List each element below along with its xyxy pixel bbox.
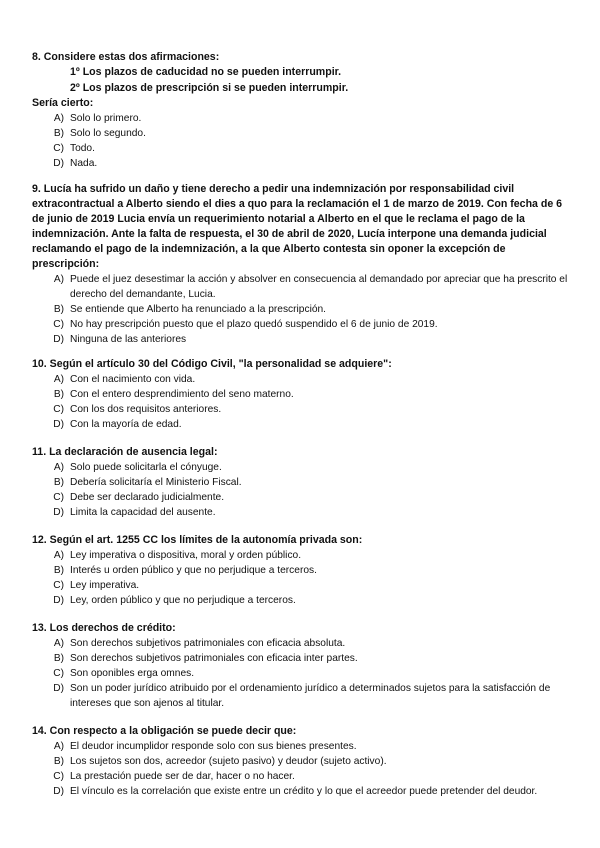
option-a (32, 739, 572, 754)
question-stem: 8. Considere estas dos afirmaciones: (32, 51, 220, 63)
option-letter: B) (53, 304, 64, 316)
option-letter: A) (53, 274, 64, 285)
option-text: Con la mayoría de edad. (70, 419, 182, 431)
statement-1: 1º Los plazos de caducidad no se pueden interrumpir. (70, 66, 342, 78)
option-letter: A) (53, 374, 64, 385)
option-text: El deudor incumplidor responde solo con sus bienes presentes. (70, 741, 357, 752)
option-d (32, 593, 572, 608)
option-letter: B) (53, 389, 64, 401)
option-letter: C) (53, 492, 64, 504)
option-letter: C) (53, 668, 64, 680)
question-14 (32, 724, 572, 799)
option-d (32, 681, 572, 711)
option-letter: A) (53, 741, 64, 752)
option-letter: C) (53, 319, 64, 331)
question-stem: 13. Los derechos de crédito: (32, 622, 176, 634)
option-letter: D) (53, 158, 64, 170)
question-stem: 14. Con respecto a la obligación se puede decir que: (32, 725, 297, 737)
option-d (32, 505, 572, 520)
option-letter: D) (53, 419, 64, 431)
option-text: Con el nacimiento con vida. (70, 374, 196, 385)
option-d (32, 784, 572, 799)
option-b (32, 387, 572, 402)
question-8 (32, 50, 572, 171)
option-letter: D) (53, 595, 64, 607)
option-b (32, 475, 572, 490)
option-a (32, 548, 572, 563)
question-12 (32, 533, 572, 608)
option-text: Con los dos requisitos anteriores. (70, 404, 222, 416)
question-13 (32, 621, 572, 711)
option-text: Son oponibles erga omnes. (70, 668, 195, 680)
option-letter: A) (53, 462, 64, 473)
options-list (32, 272, 572, 347)
option-letter: A) (53, 113, 64, 124)
option-letter: B) (53, 756, 64, 768)
option-text: Debe ser declarado judicialmente. (70, 492, 225, 504)
option-c (32, 141, 572, 156)
option-letter: D) (53, 334, 64, 346)
option-text: Son derechos subjetivos patrimoniales con eficacia absoluta. (70, 638, 346, 649)
option-c (32, 317, 572, 332)
question-stem: 10. Según el artículo 30 del Código Civil, "la personalidad se adquiere": (32, 358, 392, 370)
option-text: Ninguna de las anteriores (70, 334, 187, 346)
option-text: La prestación puede ser de dar, hacer o no hacer. (70, 771, 295, 783)
option-text: Solo puede solicitarla el cónyuge. (70, 462, 222, 473)
options-list (32, 636, 572, 711)
option-letter: D) (53, 507, 64, 519)
option-letter: C) (53, 143, 64, 155)
option-b (32, 126, 572, 141)
options-list (32, 739, 572, 799)
option-text: El vínculo es la correlación que existe entre un crédito y lo que el acreedor puede pretender del deudor. (70, 786, 538, 798)
question-stem: 11. La declaración de ausencia legal: (32, 446, 218, 458)
options-list (32, 111, 572, 171)
option-letter: B) (53, 565, 64, 577)
option-text: Son un poder jurídico atribuido por el ordenamiento jurídico a determinados sujetos para la satisfacción de intereses que son ajenos al titular. (70, 683, 551, 710)
option-b (32, 563, 572, 578)
question-lead: Sería cierto: (32, 97, 94, 109)
option-letter: B) (53, 128, 64, 140)
option-a (32, 460, 572, 475)
option-letter: D) (53, 683, 64, 695)
option-text: Ley, orden público y que no perjudique a terceros. (70, 595, 296, 607)
option-text: Los sujetos son dos, acreedor (sujeto pasivo) y deudor (sujeto activo). (70, 756, 387, 768)
option-text: Debería solicitaría el Ministerio Fiscal. (70, 477, 242, 489)
option-text: Solo lo segundo. (70, 128, 146, 140)
option-c (32, 490, 572, 505)
option-text: Todo. (70, 143, 95, 155)
option-letter: B) (53, 653, 64, 665)
question-stem: 12. Según el art. 1255 CC los límites de la autonomía privada son: (32, 534, 363, 546)
option-b (32, 754, 572, 769)
option-letter: C) (53, 771, 64, 783)
statement-2: 2º Los plazos de prescripción si se pueden interrumpir. (70, 81, 349, 94)
option-c (32, 578, 572, 593)
option-text: Solo lo primero. (70, 113, 142, 124)
option-b (32, 302, 572, 317)
options-list (32, 372, 572, 432)
option-letter: D) (53, 786, 64, 798)
option-text: Con el entero desprendimiento del seno materno. (70, 389, 294, 401)
option-text: Se entiende que Alberto ha renunciado a la prescripción. (70, 304, 326, 316)
option-text: Puede el juez desestimar la acción y absolver en consecuencia al demandado por apreciar que ha prescrito el derecho del demandante, Lucia. (70, 274, 568, 301)
question-10 (32, 357, 572, 432)
option-d (32, 156, 572, 171)
option-text: Ley imperativa o dispositiva, moral y orden público. (70, 550, 302, 561)
option-text: Ley imperativa. (70, 580, 140, 592)
option-letter: C) (53, 580, 64, 592)
question-11 (32, 445, 572, 520)
option-letter: C) (53, 404, 64, 416)
option-letter: A) (53, 550, 64, 561)
question-9 (32, 182, 572, 347)
option-c (32, 666, 572, 681)
option-a (32, 372, 572, 387)
option-text: Interés u orden público y que no perjudique a terceros. (70, 565, 317, 577)
option-a (32, 636, 572, 651)
options-list (32, 548, 572, 608)
option-text: Nada. (70, 158, 98, 170)
option-letter: B) (53, 477, 64, 489)
option-letter: A) (53, 638, 64, 649)
option-d (32, 417, 572, 432)
option-d (32, 332, 572, 347)
option-b (32, 651, 572, 666)
question-stem: 9. Lucía ha sufrido un daño y tiene derecho a pedir una indemnización por responsabilidad civil extracontractual a Alberto siendo el dies a quo para la reclamación el 1 de marzo de 2019. Con fecha de 6 de junio de 2019 Lucia envía un requerimiento notarial a Alberto en el que le reclama el pago de la indemnización. Ante la falta de respuesta, el 30 de abril de 2020, Lucía interpone una demanda judicial reclamando el pago de la indemnización, a la que Alberto contesta sin oponer la excepción de prescripción: (32, 183, 563, 270)
option-c (32, 402, 572, 417)
option-a (32, 272, 572, 302)
option-text: No hay prescripción puesto que el plazo quedó suspendido el 6 de junio de 2019. (70, 319, 438, 331)
option-a (32, 111, 572, 126)
option-c (32, 769, 572, 784)
option-text: Limita la capacidad del ausente. (70, 507, 216, 519)
options-list (32, 460, 572, 520)
option-text: Son derechos subjetivos patrimoniales con eficacia inter partes. (70, 653, 358, 665)
